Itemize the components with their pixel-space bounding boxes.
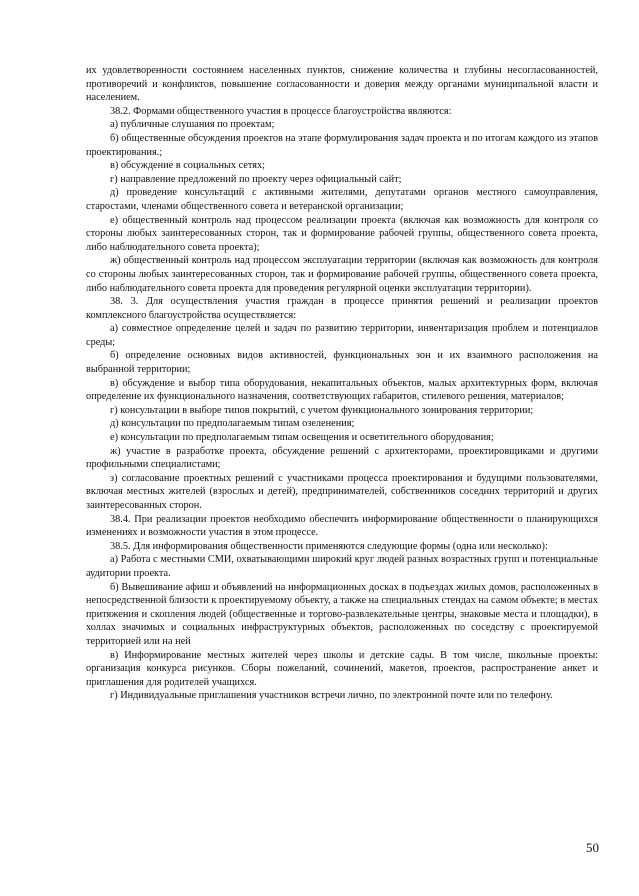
list-item: б) общественные обсуждения проектов на этапе формулирования задач проекта и по итогам каждого из этапов проектирования.; (86, 132, 598, 158)
list-item: а) совместное определение целей и задач по развитию территории, инвентаризация проблем и потенциалов среды; (86, 323, 598, 348)
paragraph: 38.5. Для информирования общественности применяются следующие формы (одна или несколько): (110, 540, 548, 552)
page-number: 50 (586, 840, 599, 855)
list-item: б) Вывешивание афиш и объявлений на информационных досках в подъездах жилых домов, расположенных в непосредственной близости к проектируемому объекту, а также на специальных стендах на самом объекте; в местах притяжения и скопления людей (общественные и торгово-развлекательные центры, знаковые места и площадки), в холлах значимых и социальных инфраструктурных объектов, расположенных по соседству с проектируемой территорией или на ней (86, 581, 598, 647)
list-item: з) согласование проектных решений с участниками процесса проектирования и будущими пользователями, включая местных жителей (взрослых и детей), предпринимателей, собственников соседних территорий и других заинтересованных сторон. (86, 472, 598, 511)
list-item: е) общественный контроль над процессом реализации проекта (включая как возможность для контроля со стороны любых заинтересованных сторон, так и формирование рабочей группы, общественного совета проекта, либо наблюдательного совета проекта); (86, 214, 598, 253)
paragraph: 38.2. Формами общественного участия в процессе благоустройства являются: (110, 105, 452, 117)
list-item: е) консультации по предполагаемым типам освещения и осветительного оборудования; (110, 432, 494, 444)
paragraph: 38. 3. Для осуществления участия граждан в процессе принятия решений и реализации проектов комплексного благоустройства осуществляется: (86, 296, 598, 321)
list-item: д) проведение консультаций с активными жителями, депутатами органов местного самоуправления, старостами, членами общественного совета и ветеранской организации; (86, 187, 598, 212)
list-item: б) определение основных видов активностей, функциональных зон и их взаимного расположения на выбранной территории; (86, 350, 598, 376)
list-item: д) консультации по предполагаемым типам озеленения; (110, 418, 355, 430)
list-item: ж) участие в разработке проекта, обсуждение решений с архитекторами, проектировщиками и другими профильными специалистами; (86, 445, 598, 471)
document-body (86, 64, 598, 703)
list-item: ж) общественный контроль над процессом эксплуатации территории (включая как возможность для контроля со стороны любых заинтересованных сторон, так и формирование рабочей группы, общественного совета проекта, либо наблюдательного совета проекта для проведения регулярной оценки эксплуатации территории). (86, 255, 598, 294)
list-item: в) обсуждение в социальных сетях; (110, 160, 265, 172)
list-item: а) Работа с местными СМИ, охватывающими широкий круг людей разных возрастных групп и потенциальные аудитории проекта. (86, 554, 598, 579)
list-item: г) консультации в выборе типов покрытий, с учетом функционального зонирования территории; (110, 404, 534, 416)
list-item: в) Информирование местных жителей через школы и детские сады. В том числе, школьные проекты: организация конкурса рисунков. Сборы пожеланий, сочинений, макетов, проектов, распространение анкет и приглашения для родителей учащихся. (86, 649, 598, 688)
list-item: г) направление предложений по проекту через официальный сайт; (110, 173, 402, 185)
list-item: а) публичные слушания по проектам; (110, 119, 275, 131)
list-item: г) Индивидуальные приглашения участников встречи лично, по электронной почте или по телефону. (110, 690, 553, 702)
list-item: в) обсуждение и выбор типа оборудования, некапитальных объектов, малых архитектурных форм, включая определение их функционального назначения, соответствующих габаритов, стилевого решения, материалов; (86, 377, 598, 403)
paragraph: 38.4. При реализации проектов необходимо обеспечить информирование общественности о планирующихся изменениях и возможности участия в этом процессе. (86, 513, 598, 539)
paragraph: их удовлетворенности состоянием населенных пунктов, снижение количества и глубины несогласованностей, противоречий и конфликтов, повышение согласованности и доверия между органами муниципальной власти и населением. (86, 65, 598, 104)
